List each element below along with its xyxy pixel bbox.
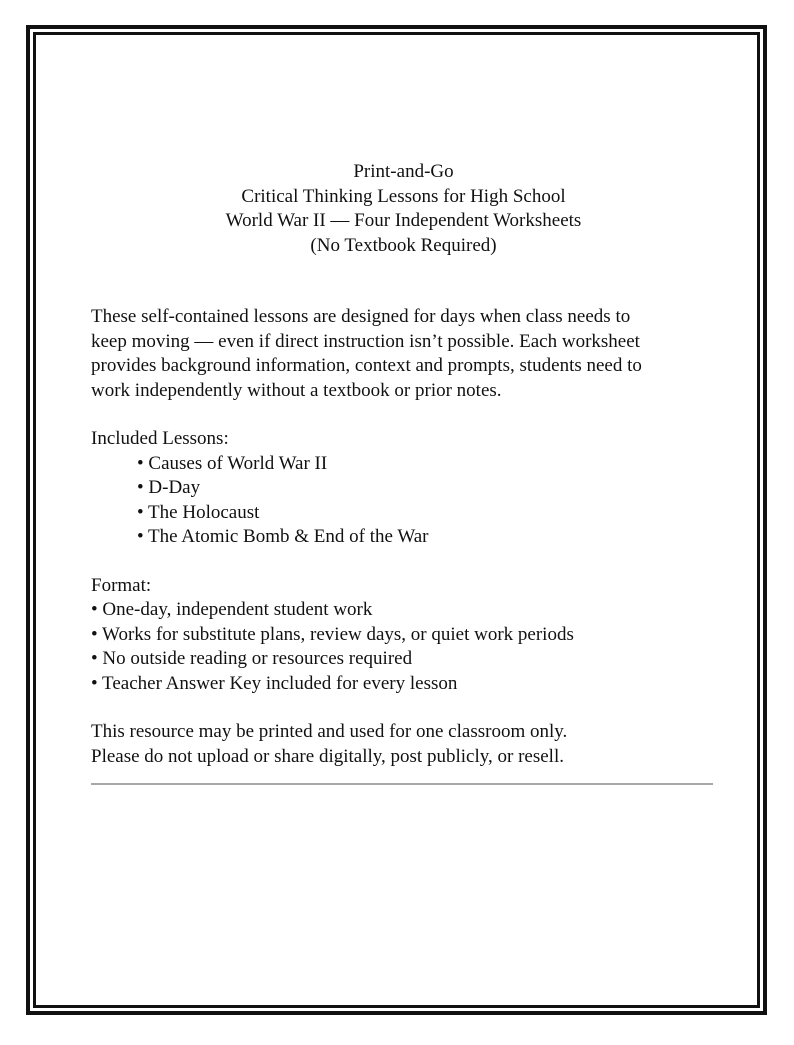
list-item: • No outside reading or resources required — [91, 648, 413, 669]
notice-line: Please do not upload or share digitally, post publicly, or resell. — [91, 745, 564, 767]
document-body — [91, 160, 716, 769]
intro-line: keep moving — even if direct instruction isn’t possible. Each worksheet — [91, 330, 640, 352]
format-heading: Format: — [91, 574, 152, 596]
list-item: • Teacher Answer Key included for every lesson — [91, 672, 458, 694]
list-item: • D-Day — [137, 477, 201, 498]
title-line-topic: World War II — Four Independent Worksheets — [225, 210, 582, 231]
title-line-subtitle: Critical Thinking Lessons for High School — [241, 185, 566, 207]
list-item: • Works for substitute plans, review days, or quiet work periods — [91, 623, 574, 645]
intro-paragraph — [91, 305, 716, 403]
horizontal-divider — [91, 783, 713, 785]
title-line-series: Print-and-Go — [353, 161, 454, 182]
list-item: • Causes of World War II — [137, 452, 328, 474]
title-line-note: (No Textbook Required) — [310, 234, 497, 256]
list-item: • The Atomic Bomb & End of the War — [137, 526, 429, 547]
usage-notice — [91, 720, 716, 769]
format-section — [91, 574, 716, 697]
lessons-list — [91, 452, 716, 550]
notice-line: This resource may be printed and used for one classroom only. — [91, 721, 568, 742]
title-block — [91, 160, 716, 258]
list-item: • One-day, independent student work — [91, 599, 373, 620]
lessons-section — [91, 427, 716, 550]
intro-line: provides background information, context and prompts, students need to — [91, 355, 642, 376]
intro-line: These self-contained lessons are designed for days when class needs to — [91, 306, 631, 327]
list-item: • The Holocaust — [137, 501, 260, 523]
lessons-heading: Included Lessons: — [91, 428, 229, 449]
format-list — [91, 598, 716, 696]
intro-line: work independently without a textbook or prior notes. — [91, 379, 502, 401]
